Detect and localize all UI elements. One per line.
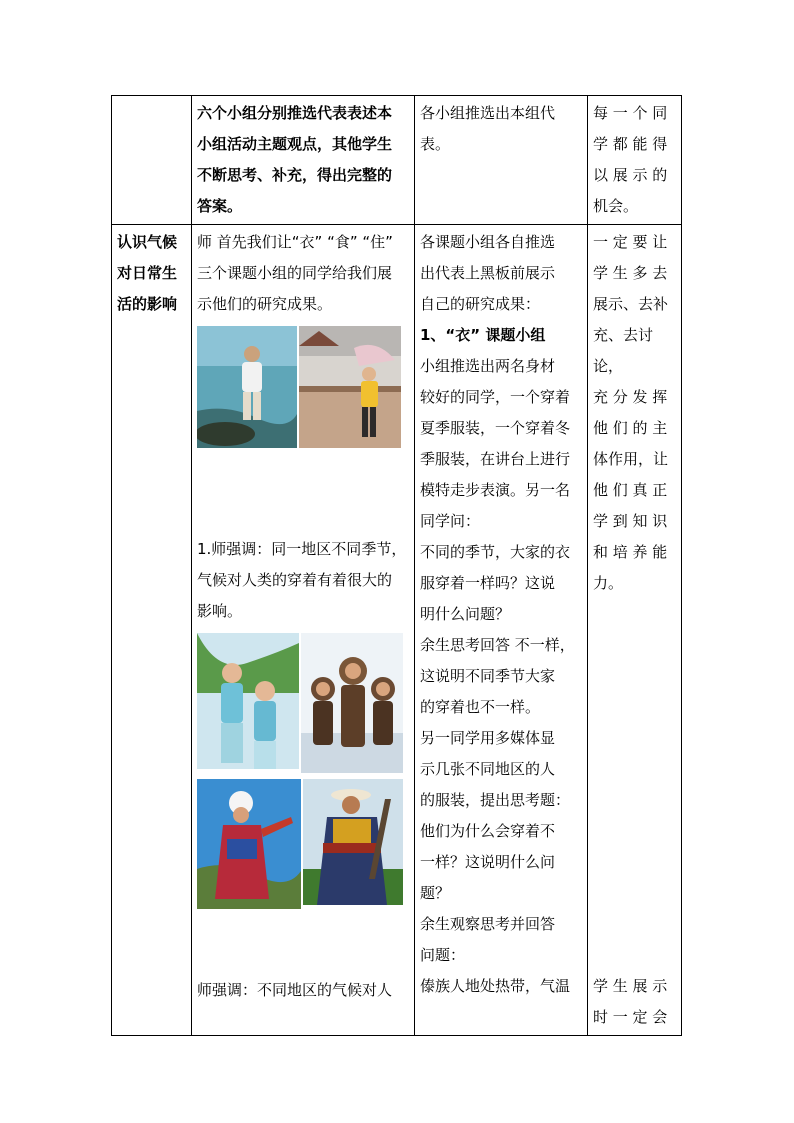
text-line: 季服装，在讲台上进行: [420, 450, 571, 468]
text-line: 表。: [420, 135, 451, 153]
text-line: 余生观察思考并回答: [420, 915, 556, 933]
text-line: 的服装，提出思考题：: [420, 791, 571, 809]
design-intent-cell: [588, 225, 682, 1036]
text-line: 学 到 知 识: [593, 512, 668, 530]
text-line: 模特走步表演。另一名: [420, 481, 571, 499]
text-line: 学 生 多 去: [593, 264, 668, 282]
text-line: 一 定 要 让: [593, 233, 668, 251]
text-line: 充、去讨论，: [593, 326, 654, 375]
text-line: 1.师强调：同一地区不同季节，: [197, 540, 407, 558]
design-intent-cell: [588, 96, 682, 225]
text-line: 各小组推选出本组代: [420, 104, 556, 122]
text-line: 力。: [593, 574, 624, 592]
text-line: 服穿着一样吗？这说: [420, 574, 556, 592]
text-line: 自己的研究成果：: [420, 295, 541, 313]
text-line: 出代表上黑板前展示: [420, 264, 556, 282]
text-line: 师强调：不同地区的气候对人: [197, 981, 393, 999]
text-line: 题？: [420, 884, 451, 902]
text-line: 气候对人类的穿着有着很大的: [197, 571, 393, 589]
text-line: 较好的同学，一个穿着: [420, 388, 571, 406]
text-line: 各课题小组各自推选: [420, 233, 556, 251]
table-row: [112, 225, 682, 1036]
inuit-people-photo: [301, 633, 403, 773]
text-line: 小组推选出两名身材: [420, 357, 556, 375]
text-line: 傣族人地处热带，气温: [420, 977, 571, 995]
text-line: 展示、去补: [593, 295, 669, 313]
winter-clothing-photo: [299, 326, 401, 448]
teacher-activity-cell: [192, 96, 415, 225]
text-line: 小组活动主题观点，其他学生: [197, 135, 393, 153]
student-activity-cell: [415, 96, 588, 225]
subtopic-heading: 1、“衣” 课题小组: [420, 326, 546, 344]
text-line: 三个课题小组的同学给我们展: [197, 264, 393, 282]
text-line: 明什么问题？: [420, 605, 511, 623]
text-line: 时 一 定 会: [593, 1008, 668, 1026]
photo-row-regions-1: [197, 633, 409, 773]
tibetan-woman-photo: [197, 779, 301, 909]
text-line: 示几张不同地区的人: [420, 760, 556, 778]
text-line: 充 分 发 挥: [593, 388, 668, 406]
text-line: 夏季服装，一个穿着冬: [420, 419, 571, 437]
text-line: 他 们 真 正: [593, 481, 668, 499]
stage-cell-empty: [112, 96, 192, 225]
text-line: 体作用，让: [593, 450, 669, 468]
stage-cell: [112, 225, 192, 1036]
photo-row-regions-2: [197, 779, 409, 909]
text-line: 影响。: [197, 602, 243, 620]
text-line: 示他们的研究成果。: [197, 295, 333, 313]
text-line: 另一同学用多媒体显: [420, 729, 556, 747]
text-line: 和 培 养 能: [593, 543, 668, 561]
dai-people-photo: [197, 633, 299, 769]
text-line: 同学问：: [420, 512, 481, 530]
text-line: 余生思考回答 不一样，: [420, 636, 575, 654]
text-line: 活的影响: [117, 295, 178, 313]
text-line: 这说明不同季节大家: [420, 667, 556, 685]
text-line: 认识气候: [117, 233, 178, 251]
lesson-plan-table: [111, 95, 682, 1036]
text-line: 机会。: [593, 197, 639, 215]
text-line: 答案。: [197, 197, 243, 215]
text-line: 以 展 示 的: [593, 166, 668, 184]
text-line: 他们为什么会穿着不: [420, 822, 556, 840]
table-row: [112, 96, 682, 225]
text-line: 不同的季节，大家的衣: [420, 543, 571, 561]
text-line: 一样？这说明什么问: [420, 853, 556, 871]
text-line: 师 首先我们让“衣” “食” “住”: [197, 233, 393, 251]
text-line: 的穿着也不一样。: [420, 698, 541, 716]
text-line: 每 一 个 同: [593, 104, 668, 122]
text-line: 学 都 能 得: [593, 135, 668, 153]
text-line: 问题：: [420, 946, 466, 964]
summer-clothing-photo: [197, 326, 297, 448]
photo-row-seasons: [197, 326, 409, 448]
text-line: 对日常生: [117, 264, 178, 282]
text-line: 他 们 的 主: [593, 419, 668, 437]
text-line: 学 生 展 示: [593, 977, 668, 995]
tibetan-man-photo: [303, 779, 403, 905]
student-activity-cell: [415, 225, 588, 1036]
text-line: 不断思考、补充，得出完整的: [197, 166, 393, 184]
text-line: 六个小组分别推选代表表述本: [197, 104, 393, 122]
teacher-activity-cell: [192, 225, 415, 1036]
